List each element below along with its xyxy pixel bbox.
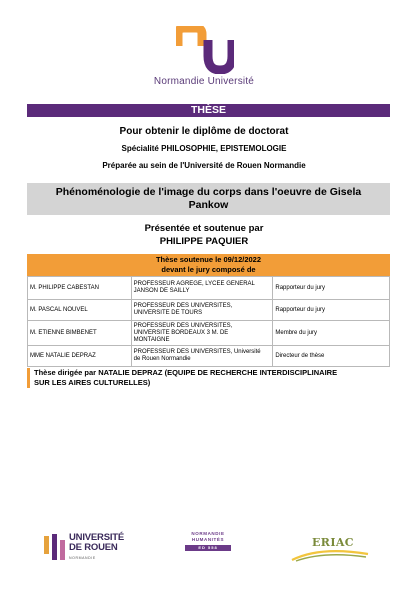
affiliation-line: UNIVERSITE BORDEAUX 3 M. DE bbox=[133, 329, 229, 336]
author-name: PHILIPPE PAQUIER bbox=[159, 236, 249, 247]
thesis-title-line-2: Pankow bbox=[188, 199, 229, 211]
jury-header bbox=[27, 254, 390, 276]
nh-line-2: HUMANITÉS bbox=[191, 537, 225, 542]
defense-date-line: Thèse soutenue le 09/12/2022 bbox=[155, 255, 262, 264]
jury-member-affiliation bbox=[131, 300, 273, 321]
jury-member-affiliation bbox=[131, 277, 273, 300]
nh-line-3: ED 558 bbox=[185, 545, 231, 551]
affiliation-line: MONTAIGNE bbox=[133, 336, 170, 343]
affiliation-line: de Rouen Normandie bbox=[133, 356, 191, 362]
jury-member-name: M. PHILIPPE CABESTAN bbox=[28, 277, 132, 300]
thesis-title bbox=[27, 183, 390, 215]
eriac-logo bbox=[290, 530, 370, 564]
these-banner: THÈSE bbox=[27, 104, 390, 117]
jury-member-name: M. ETIENNE BIMBENET bbox=[28, 321, 132, 346]
thesis-direction bbox=[27, 368, 390, 388]
jury-member-affiliation bbox=[131, 321, 273, 346]
affiliation-line: PROFESSEUR DES UNIVERSITES, bbox=[133, 303, 233, 309]
specialite-line: Spécialité PHILOSOPHIE, EPISTEMOLOGIE bbox=[121, 144, 287, 153]
rouen-line-2: DE ROUEN bbox=[69, 542, 118, 553]
affiliation-line: UNIVERSITE DE TOURS bbox=[133, 310, 203, 316]
rouen-subtitle: NORMANDIE bbox=[69, 556, 96, 560]
universite-de-rouen-logo bbox=[44, 532, 134, 566]
university-name: Normandie Université bbox=[153, 76, 255, 87]
jury-member-role: Membre du jury bbox=[273, 321, 390, 346]
affiliation-line: PROFESSEUR AGREGE, LYCEE GENERAL bbox=[133, 281, 255, 287]
affiliation-line: JANSON DE SAILLY bbox=[133, 288, 190, 294]
jury-member-affiliation bbox=[131, 346, 273, 367]
jury-row bbox=[28, 300, 390, 321]
jury-member-role: Rapporteur du jury bbox=[273, 300, 390, 321]
jury-member-role: Rapporteur du jury bbox=[273, 277, 390, 300]
jury-row bbox=[28, 277, 390, 300]
presentee-line: Présentée et soutenue par bbox=[144, 223, 264, 234]
rouen-logo-icon bbox=[44, 534, 66, 562]
jury-intro-line: devant le jury composé de bbox=[161, 265, 256, 274]
rouen-line-1: UNIVERSITÉ bbox=[69, 532, 125, 543]
diploma-line: Pour obtenir le diplôme de doctorat bbox=[119, 126, 289, 137]
jury-row bbox=[28, 321, 390, 346]
preparee-line: Préparée au sein de l'Université de Rouen Normandie bbox=[102, 161, 306, 170]
jury-member-role: Directeur de thèse bbox=[273, 346, 390, 367]
eriac-label: ERIAC bbox=[312, 536, 354, 549]
direction-line-2: SUR LES AIRES CULTURELLES) bbox=[34, 378, 151, 387]
normandie-humanites-logo bbox=[184, 531, 232, 561]
eriac-swoosh-icon bbox=[290, 548, 370, 562]
affiliation-line: PROFESSEUR DES UNIVERSITES, bbox=[133, 322, 233, 329]
nh-line-1: NORMANDIE bbox=[191, 531, 225, 536]
jury-member-name: MME NATALIE DEPRAZ bbox=[28, 346, 132, 367]
jury-member-name: M. PASCAL NOUVEL bbox=[28, 300, 132, 321]
thesis-title-line-1: Phénoménologie de l'image du corps dans l'oeuvre de Gisela bbox=[55, 186, 362, 198]
jury-table bbox=[27, 276, 390, 367]
normandie-universite-logo-icon bbox=[176, 26, 234, 74]
affiliation-line: PROFESSEUR DES UNIVERSITES, Université bbox=[133, 349, 261, 355]
jury-row bbox=[28, 346, 390, 367]
direction-line-1: Thèse dirigée par NATALIE DEPRAZ (EQUIPE DE RECHERCHE INTERDISCIPLINAIRE bbox=[34, 368, 338, 377]
